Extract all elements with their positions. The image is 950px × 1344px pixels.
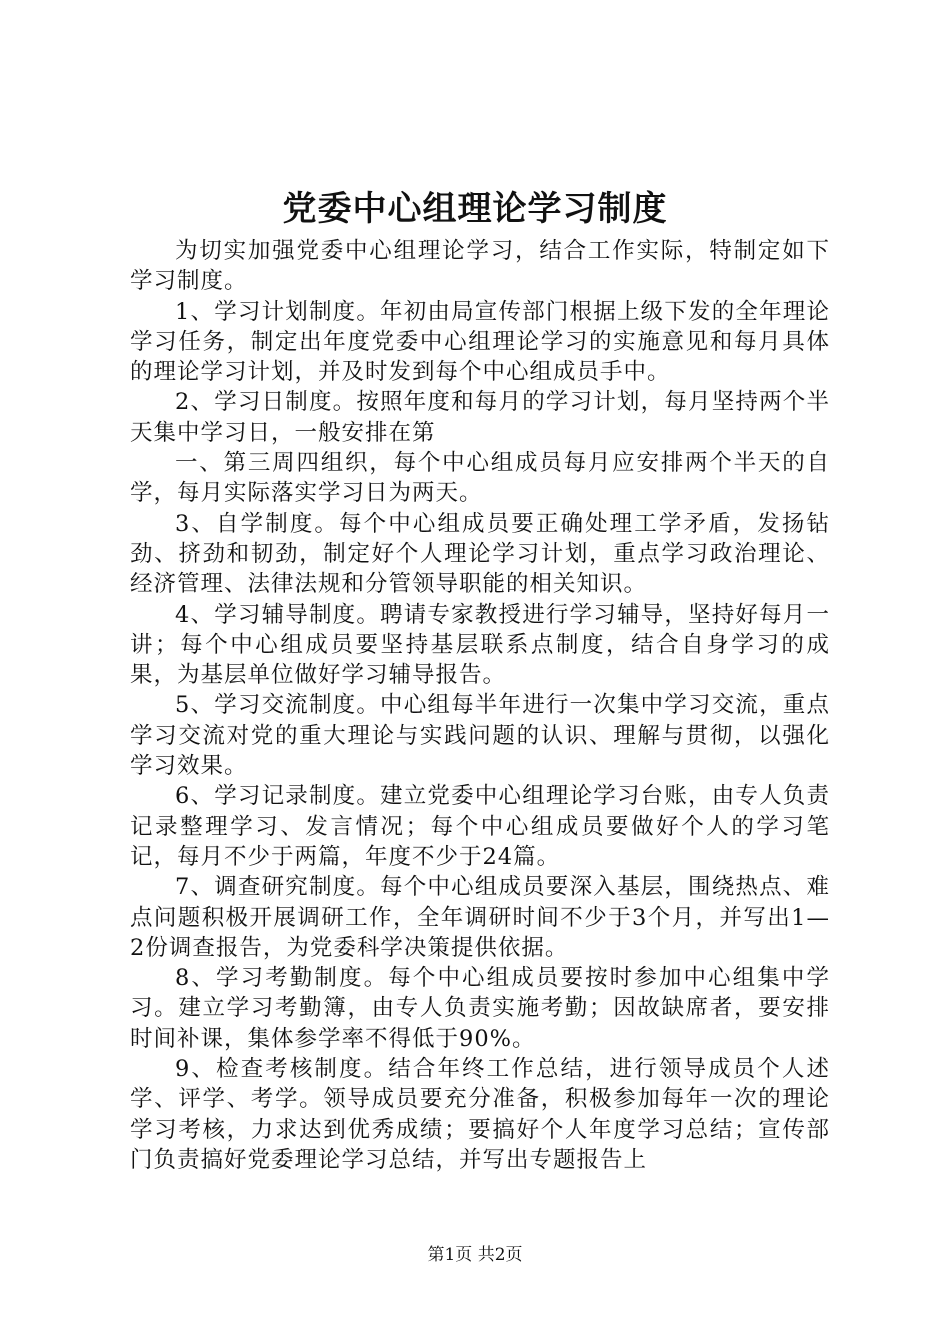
paragraph-self-study: 3、自学制度。每个中心组成员要正确处理工学矛盾，发扬钻劲、挤劲和韧劲，制定好个人理论学习计划，重点学习政治理论、经济管理、法律法规和分管领导职能的相关知识。: [130, 510, 830, 598]
paragraph-study-day-cont: 一、第三周四组织，每个中心组成员每月应安排两个半天的自学，每月实际落实学习日为两天。: [130, 450, 830, 507]
paragraph-study-day: 2、学习日制度。按照年度和每月的学习计划，每月坚持两个半天集中学习日，一般安排在第: [130, 389, 830, 446]
paragraph-attendance: 8、学习考勤制度。每个中心组成员要按时参加中心组集中学习。建立学习考勤簿，由专人负责实施考勤；因故缺席者，要安排时间补课，集体参学率不得低于90%。: [130, 965, 830, 1052]
paragraph-records: 6、学习记录制度。建立党委中心组理论学习台账，由专人负责记录整理学习、发言情况；每个中心组成员要做好个人的学习笔记，每月不少于两篇，年度不少于24篇。: [130, 783, 830, 870]
page-footer: 第1页 共2页: [427, 1245, 523, 1265]
paragraph-study-plan: 1、学习计划制度。年初由局宣传部门根据上级下发的全年理论学习任务，制定出年度党委中心组理论学习的实施意见和每月具体的理论学习计划，并及时发到每个中心组成员手中。: [130, 298, 830, 386]
paragraph-intro: 为切实加强党委中心组理论学习，结合工作实际，特制定如下学习制度。: [130, 238, 830, 295]
paragraph-exchange: 5、学习交流制度。中心组每半年进行一次集中学习交流，重点学习交流对党的重大理论与实践问题的认识、理解与贯彻，以强化学习效果。: [130, 692, 830, 780]
paragraph-assessment: 9、检查考核制度。结合年终工作总结，进行领导成员个人述学、评学、考学。领导成员要充分准备，积极参加每年一次的理论学习考核，力求达到优秀成绩；要搞好个人年度学习总结；宣传部门负责搞好党委理论学习总结，并写出专题报告上: [130, 1056, 830, 1173]
document-body: [130, 236, 830, 1175]
document-title: 党委中心组理论学习制度: [282, 189, 668, 229]
paragraph-research: 7、调查研究制度。每个中心组成员要深入基层，围绕热点、难点问题积极开展调研工作，全年调研时间不少于3个月，并写出1—2份调查报告，为党委科学决策提供依据。: [130, 874, 830, 961]
paragraph-tutoring: 4、学习辅导制度。聘请专家教授进行学习辅导，坚持好每月一讲；每个中心组成员要坚持基层联系点制度，结合自身学习的成果，为基层单位做好学习辅导报告。: [130, 601, 830, 689]
